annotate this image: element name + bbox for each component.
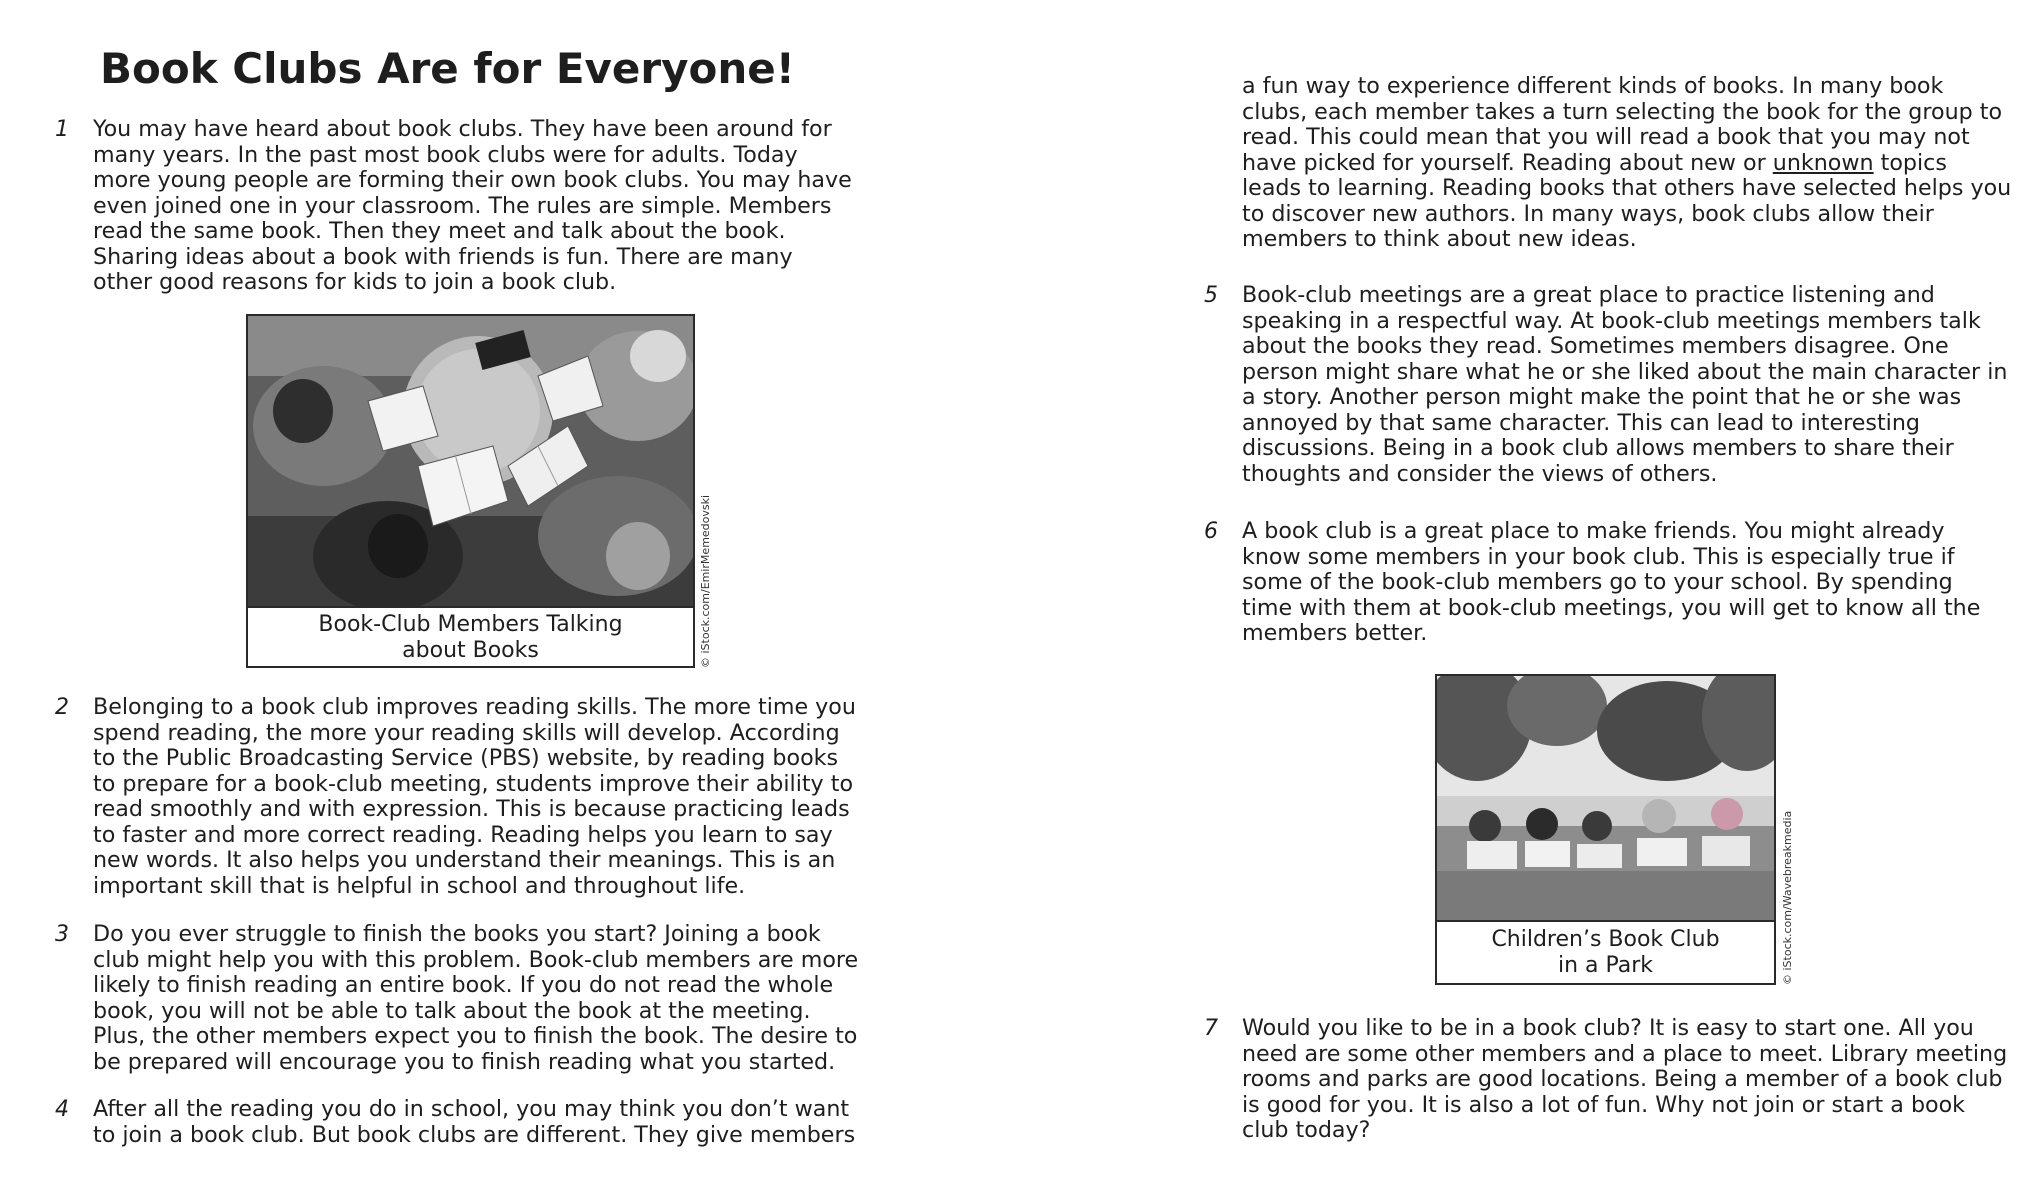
paragraph-text: Do you ever struggle to finish the books you start? Joining a book club might help you with this problem. Book-club members are more likely to finish reading an entire book. If you do not read the whole book, you will not be able to talk about the book at the meeting. Plus, the other members expect you to finish the book. The desire to be prepared will encourage you to finish reading what you started. <box>93 921 859 1075</box>
park-photo <box>1437 676 1774 920</box>
paragraph-text: Would you like to be in a book club? It is easy to start one. All you need are some other members and a place to meet. Library meeting rooms and parks are good locations. Being a member of a book club is good for you. It is also a lot of fun. Why not join or start a book club today? <box>1242 1015 2008 1143</box>
paragraph-number: 7 <box>1204 1016 1218 1041</box>
book-club-members-image <box>248 316 693 606</box>
figure-park-book-club <box>1435 674 1776 985</box>
figure-book-club-members <box>246 314 695 668</box>
paragraph-number: 3 <box>55 922 69 947</box>
paragraph-number: 5 <box>1204 283 1218 308</box>
figure-caption: Children’s Book Club in a Park <box>1491 927 1720 978</box>
paragraph-text: A book club is a great place to make friends. You might already know some members in your book club. This is especially true if some of the book-club members go to your school. By spending time with them at book-club meetings, you will get to know all the members better. <box>1242 518 1981 646</box>
paragraph-7 <box>1204 1015 2032 1144</box>
paragraph-2 <box>55 694 933 899</box>
paragraph-5 <box>1204 282 2032 487</box>
underlined-word: unknown <box>1772 149 1874 176</box>
children-in-park-image <box>1437 676 1774 920</box>
paragraph-text: After all the reading you do in school, you may think you don’t want to join a book club. But book clubs are different. They give members <box>93 1096 856 1148</box>
paragraph-text: a fun way to experience different kinds of books. In many book clubs, each member takes a turn selecting the book for the group to read. This could mean that you will read a book that you may not have picked for yourself. Reading about new or unknown topics leads to learning. Reading books that others have selected helps you to discover new authors. In many ways, book clubs allow their members to think about new ideas. <box>1242 73 2012 252</box>
book-club-photo <box>248 316 693 606</box>
paragraph-number: 4 <box>55 1097 69 1122</box>
right-page <box>1021 0 2042 1186</box>
paragraph-6 <box>1204 518 2032 647</box>
paragraph-text: Book-club meetings are a great place to practice listening and speaking in a respectful way. At book-club meetings members talk about the books they read. Sometimes members disagree. One person might share what he or she liked about the main character in a story. Another person might make the point that he or she was annoyed by that same character. This can lead to interesting discussions. Being in a book club allows members to share their thoughts and consider the views of others. <box>1242 282 2008 487</box>
photo-credit: © iStock.com/EmirMemedovski <box>699 494 712 668</box>
paragraph-number: 6 <box>1204 519 1218 544</box>
photo-credit: © iStock.com/Wavebreakmedia <box>1781 810 1794 985</box>
paragraph-1 <box>55 116 933 296</box>
paragraph-number: 2 <box>55 695 69 720</box>
caption-divider <box>1437 920 1774 922</box>
caption-divider <box>248 606 693 608</box>
paragraph-text: You may have heard about book clubs. They have been around for many years. In the past most book clubs were for adults. Today more young people are forming their own book clubs. You may have even joined one in your classroom. The rules are simple. Members read the same book. Then they meet and talk about the book. Sharing ideas about a book with friends is fun. There are many other good reasons for kids to join a book club. <box>93 116 852 295</box>
paragraph-3 <box>55 921 933 1075</box>
paragraph-number: 1 <box>55 117 69 142</box>
figure-caption: Book-Club Members Talking about Books <box>318 612 623 663</box>
paragraph-4 <box>55 1096 933 1148</box>
paragraph-4-continued <box>1242 74 2032 253</box>
paragraph-text: Belonging to a book club improves reading skills. The more time you spend reading, the more your reading skills will develop. According to the Public Broadcasting Service (PBS) website, by reading books to prepare for a book-club meeting, students improve their ability to read smoothly and with expression. This is because practicing leads to faster and more correct reading. Reading helps you learn to say new words. It also helps you understand their meanings. This is an important skill that is helpful in school and throughout life. <box>93 694 856 899</box>
article-title: Book Clubs Are for Everyone! <box>100 44 795 93</box>
